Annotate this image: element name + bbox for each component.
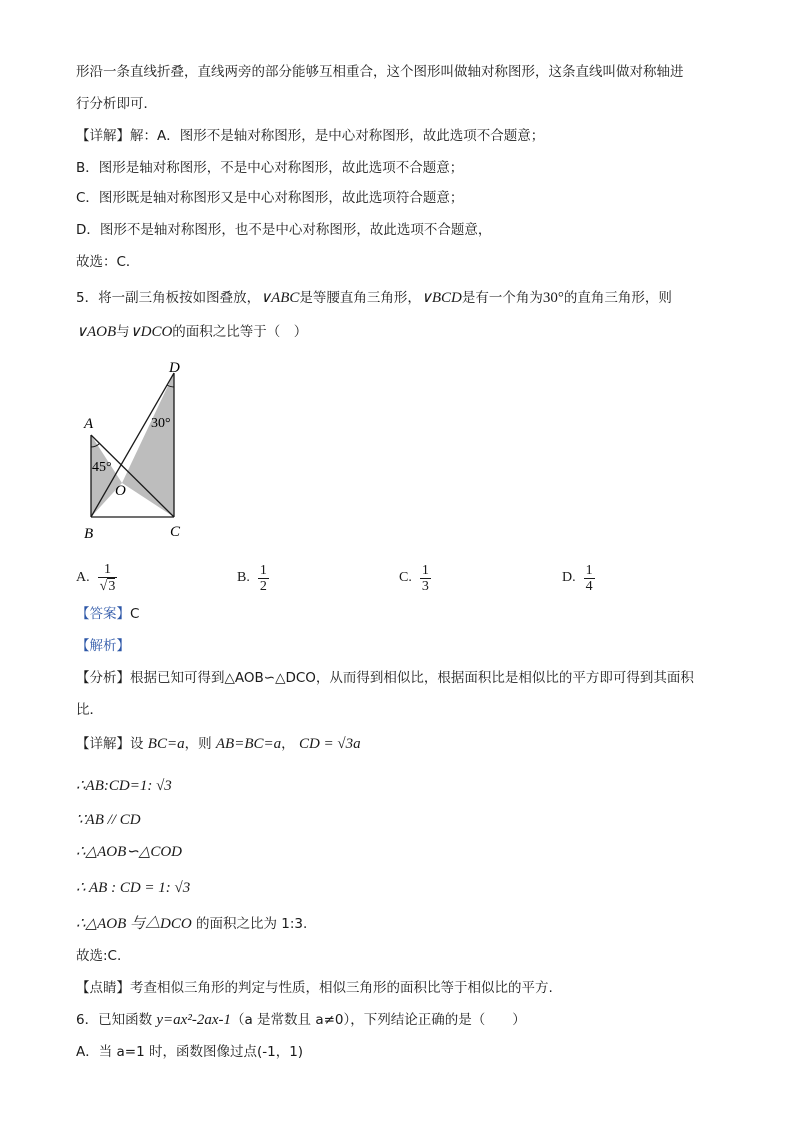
q6-text: （a 是常数且 a≠0），下列结论正确的是（ ） [230, 1012, 526, 1028]
analysis-line: 【分析】根据已知可得到△AOB∽△DCO，从而得到相似比，根据面积比是相似比的平方即可得到其面积 [76, 670, 694, 686]
label-o: O [115, 483, 126, 499]
shaded-triangle-aob [91, 435, 122, 517]
question-5-line-2 [76, 322, 307, 342]
detail-line-7: 故选:C. [76, 948, 122, 964]
math-expr: ∴△AOB 与△DCO [76, 916, 192, 932]
q5-text: 是有一个角为 [461, 290, 543, 306]
option-label: C. [399, 570, 412, 585]
fraction-denominator: 2 [259, 578, 267, 594]
shaded-triangle-dco [122, 373, 174, 517]
fraction-numerator: 1 [585, 562, 593, 578]
question-6-line-1 [76, 1010, 526, 1030]
q5-triangle-abc: ∨ABC [260, 290, 300, 306]
fraction-numerator: 1 [259, 562, 267, 578]
option-fraction [584, 563, 595, 594]
q5-text: 的直角三角形，则 [563, 290, 672, 306]
q5-text: 与 [116, 324, 130, 340]
label-angle-d: 30° [151, 416, 171, 431]
fraction-numerator: 1 [103, 562, 111, 577]
fraction-denominator [98, 577, 118, 594]
option-b[interactable] [237, 558, 269, 598]
detail-text: ， [281, 736, 295, 752]
detail-line: 【详解】解：A．图形不是轴对称图形，是中心对称图形，故此选项不合题意； [76, 128, 545, 144]
analysis-line: 比． [76, 702, 103, 718]
math-expr: BC=a [147, 736, 185, 752]
label-angle-a: 45° [92, 460, 112, 475]
q5-degree: 30° [542, 290, 564, 306]
detail-line-2: ∴AB:CD=1: √3 [76, 778, 172, 794]
detail-tag: 【详解】设 [76, 736, 148, 752]
detail-line-4: ∴△AOB∽△COD [76, 844, 183, 860]
option-c[interactable] [399, 558, 431, 598]
detail-line: B．图形是轴对称图形，不是中心对称图形，故此选项不合题意； [76, 160, 464, 176]
q5-triangle-bcd: ∨BCD [420, 290, 462, 306]
triangle-figure [76, 355, 206, 545]
q5-text: 的面积之比等于（ ） [172, 324, 308, 340]
option-a[interactable] [76, 558, 117, 598]
label-a: A [84, 416, 94, 432]
text-line: 行分析即可． [76, 96, 157, 112]
option-label: D. [562, 570, 576, 585]
fraction-denominator: 4 [585, 578, 593, 594]
question-5-line-1 [76, 288, 672, 308]
math-expr: AB=BC=a [215, 736, 282, 752]
detail-line-6 [76, 914, 307, 934]
q5-triangle-aob: ∨AOB [76, 324, 117, 340]
sqrt-symbol: √ [99, 579, 108, 594]
detail-line: D．图形不是轴对称图形，也不是中心对称图形，故此选项不合题意， [76, 222, 492, 238]
option-label: A. [76, 570, 90, 585]
option-label: B. [237, 570, 250, 585]
option-d[interactable] [562, 558, 595, 598]
option-fraction [258, 563, 269, 594]
option-fraction [420, 563, 431, 594]
detail-line-1 [76, 734, 361, 754]
analysis-tag: 【解析】 [76, 638, 130, 654]
answer-tag: 【答案】 [76, 606, 130, 622]
note-line: 【点睛】考查相似三角形的判定与性质，相似三角形的面积比等于相似比的平方. [76, 980, 553, 996]
question-6-option-a[interactable]: A．当 a=1 时，函数图像过点(-1，1) [76, 1044, 304, 1060]
option-fraction [98, 562, 118, 594]
q6-text: 6．已知函数 [76, 1012, 157, 1028]
fraction-denominator: 3 [421, 578, 429, 594]
conclusion-line: 故选：C． [76, 254, 140, 270]
label-c: C [170, 524, 181, 540]
detail-line-5: ∴ AB : CD = 1: √3 [76, 880, 191, 896]
detail-text: ，则 [184, 736, 216, 752]
q5-text: 5．将一副三角板按如图叠放， [76, 290, 261, 306]
text-line: 形沿一条直线折叠，直线两旁的部分能够互相重合，这个图形叫做轴对称图形，这条直线叫做对称轴进 [76, 64, 684, 80]
q6-function: y=ax²-2ax-1 [156, 1012, 231, 1028]
label-b: B [84, 526, 94, 542]
answer-line [76, 604, 139, 624]
answer-value: C [130, 606, 140, 622]
math-expr: CD = √3a [298, 736, 361, 752]
detail-line-3: ∵AB // CD [76, 812, 141, 828]
detail-line: C．图形既是轴对称图形又是中心对称图形，故此选项符合题意； [76, 190, 464, 206]
q5-text: 是等腰直角三角形， [299, 290, 421, 306]
radicand: 3 [108, 579, 116, 594]
q5-triangle-dco: ∨DCO [129, 324, 173, 340]
detail-text: 的面积之比为 1:3. [191, 916, 308, 932]
label-d: D [169, 360, 180, 376]
fraction-numerator: 1 [421, 562, 429, 578]
